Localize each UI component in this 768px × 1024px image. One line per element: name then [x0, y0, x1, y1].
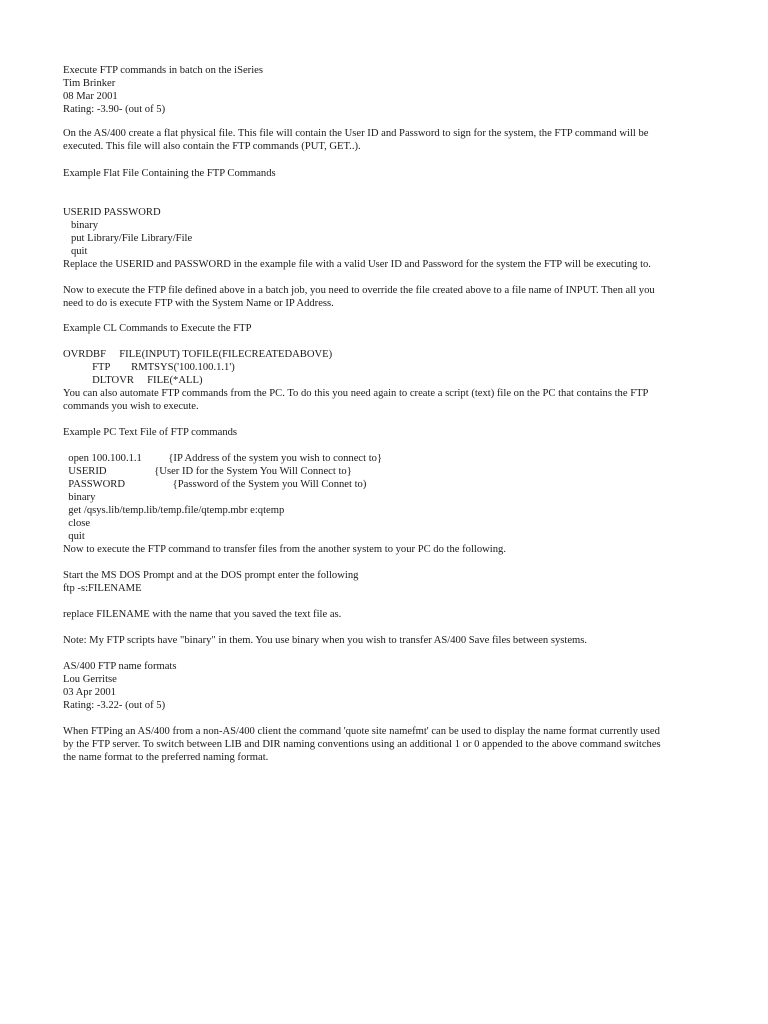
article-title-1: Execute FTP commands in batch on the iSeries [63, 65, 263, 76]
section-heading: Example PC Text File of FTP commands [63, 427, 238, 438]
article-date-1: 08 Mar 2001 [63, 91, 118, 102]
article-title-2: AS/400 FTP name formats [63, 661, 177, 672]
article-rating-2: Rating: -3.22- (out of 5) [63, 700, 166, 711]
article-date-2: 03 Apr 2001 [63, 687, 116, 698]
paragraph-line: executed. This file will also contain the FTP commands (PUT, GET..). [63, 141, 361, 152]
code-line: USERID {User ID for the System You Will Connect to} [63, 466, 352, 477]
article-author-1: Tim Brinker [63, 78, 116, 89]
paragraph-line: Note: My FTP scripts have "binary" in them. You use binary when you wish to transfer AS/400 Save files between systems. [63, 635, 588, 646]
code-line: quit [63, 246, 88, 257]
code-line: binary [63, 492, 96, 503]
paragraph-line: commands you wish to execute. [63, 401, 199, 412]
code-line: close [63, 518, 91, 529]
code-line: PASSWORD {Password of the System you Will Connet to) [63, 479, 367, 490]
article-author-2: Lou Gerritse [63, 674, 117, 685]
paragraph-line: Now to execute the FTP file defined above in a batch job, you need to override the file created above to a file name of INPUT. Then all you [63, 285, 655, 296]
paragraph-line: by the FTP server. To switch between LIB and DIR naming conventions using an additional 1 or 0 appended to the above command switches [63, 739, 661, 750]
paragraph-line: replace FILENAME with the name that you saved the text file as. [63, 609, 342, 620]
paragraph-line: On the AS/400 create a flat physical file. This file will contain the User ID and Password to sign for the system, the FTP command will be [63, 128, 649, 139]
code-line: ftp -s:FILENAME [63, 583, 142, 594]
code-line: USERID PASSWORD [63, 207, 161, 218]
paragraph-line: the name format to the preferred naming format. [63, 752, 269, 763]
section-heading: Example CL Commands to Execute the FTP [63, 323, 252, 334]
code-line: OVRDBF FILE(INPUT) TOFILE(FILECREATEDABOVE) [63, 349, 333, 360]
section-heading: Example Flat File Containing the FTP Commands [63, 168, 276, 179]
code-line: binary [63, 220, 99, 231]
code-line: get /qsys.lib/temp.lib/temp.file/qtemp.mbr e:qtemp [63, 505, 285, 516]
code-line: FTP RMTSYS('100.100.1.1') [63, 362, 235, 373]
code-line: open 100.100.1.1 {IP Address of the system you wish to connect to} [63, 453, 383, 464]
paragraph-line: You can also automate FTP commands from the PC. To do this you need again to create a script (text) file on the PC that contains the FTP [63, 388, 649, 399]
article-rating-1: Rating: -3.90- (out of 5) [63, 104, 166, 115]
code-line: DLTOVR FILE(*ALL) [63, 375, 203, 386]
paragraph-line: Replace the USERID and PASSWORD in the example file with a valid User ID and Password for the system the FTP will be executing to. [63, 259, 651, 270]
paragraph-line: need to do is execute FTP with the System Name or IP Address. [63, 298, 334, 309]
paragraph-line: Start the MS DOS Prompt and at the DOS prompt enter the following [63, 570, 359, 581]
paragraph-line: Now to execute the FTP command to transfer files from the another system to your PC do the following. [63, 544, 506, 555]
code-line: put Library/File Library/File [63, 233, 193, 244]
code-line: quit [63, 531, 85, 542]
paragraph-line: When FTPing an AS/400 from a non-AS/400 client the command 'quote site namefmt' can be used to display the name format currently used [63, 726, 660, 737]
